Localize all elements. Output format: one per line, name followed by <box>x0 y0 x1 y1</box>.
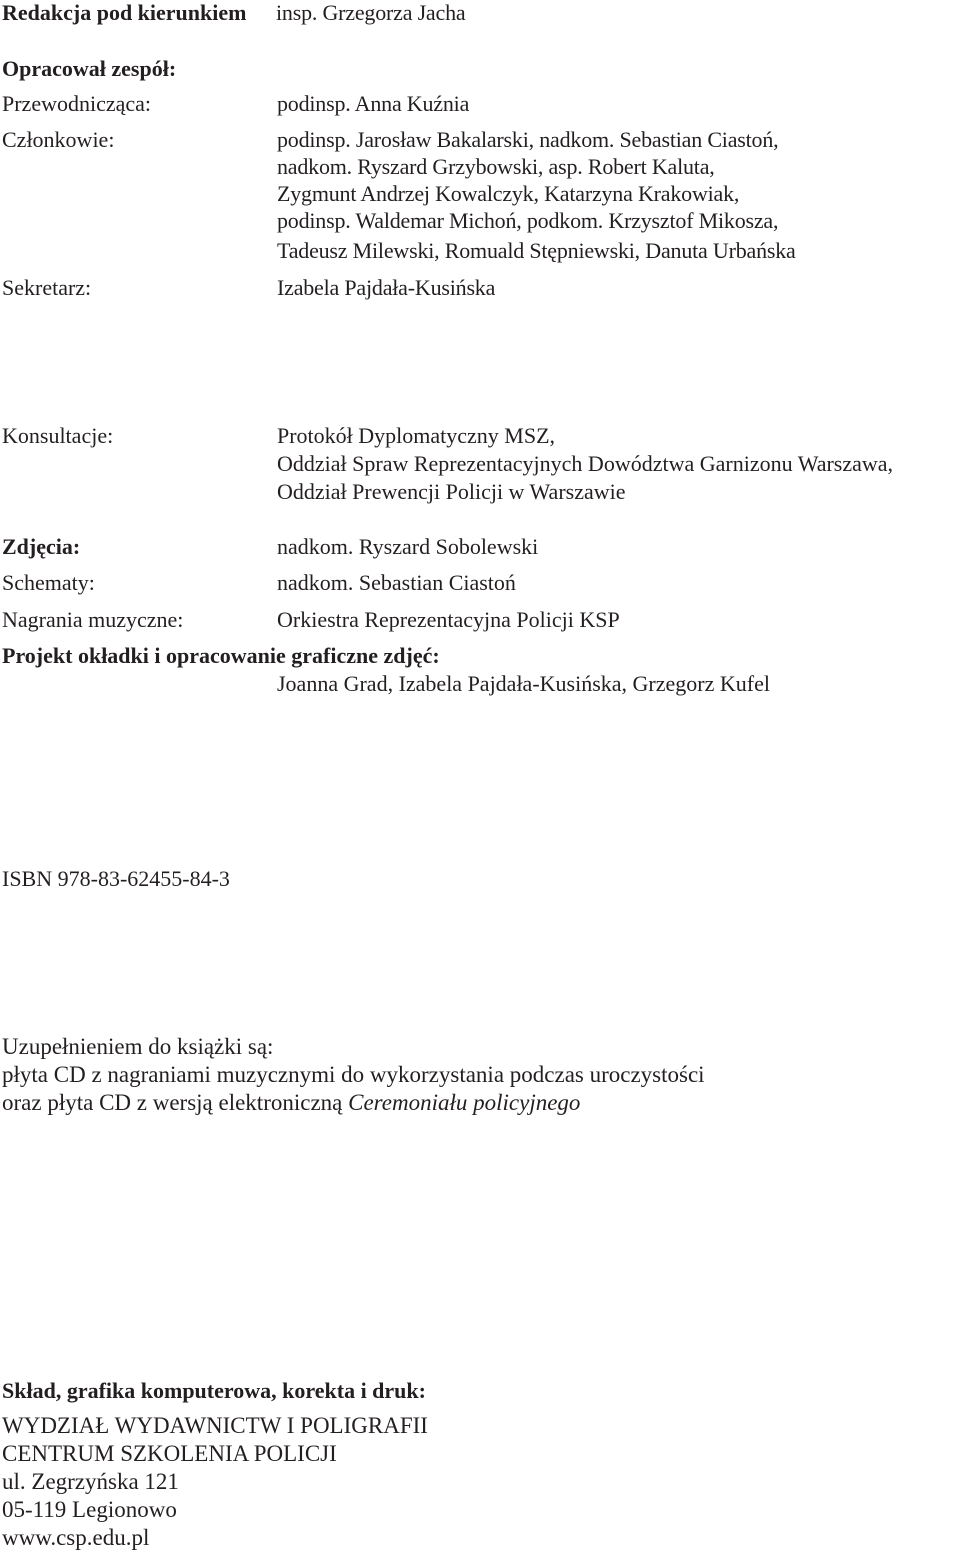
secretary-value: Izabela Pajdała-Kusińska <box>277 275 496 300</box>
music-label: Nagrania muzyczne: <box>2 607 184 632</box>
photos-value: nadkom. Ryszard Sobolewski <box>277 534 539 559</box>
members-line: Tadeusz Milewski, Romuald Stępniewski, Danuta Urbańska <box>277 238 796 263</box>
cover-label: Projekt okładki i opracowanie graficzne zdjęć: <box>2 643 440 668</box>
cover-value: Joanna Grad, Izabela Pajdała-Kusińska, Grzegorz Kufel <box>277 671 770 696</box>
supplement-line: płyta CD z nagraniami muzycznymi do wykorzystania podczas uroczystości <box>2 1062 705 1087</box>
printing-line: 05-119 Legionowo <box>2 1497 177 1522</box>
consultation-line: Oddział Prewencji Policji w Warszawie <box>277 479 626 504</box>
isbn: ISBN 978-83-62455-84-3 <box>2 866 230 891</box>
website-link: www.csp.edu.pl <box>2 1525 150 1550</box>
editorial-value: insp. Grzegorza Jacha <box>276 0 466 25</box>
photos-label: Zdjęcia: <box>2 534 81 559</box>
members-label: Członkowie: <box>2 127 115 152</box>
printing-line: ul. Zegrzyńska 121 <box>2 1469 179 1494</box>
book-title: Ceremoniału policyjnego <box>348 1090 581 1115</box>
printing-heading: Skład, grafika komputerowa, korekta i druk: <box>2 1378 426 1403</box>
chair-label: Przewodnicząca: <box>2 91 152 116</box>
editorial-label: Redakcja pod kierunkiem <box>2 0 247 25</box>
team-heading: Opracował zespół: <box>2 56 177 81</box>
consultation-label: Konsultacje: <box>2 423 114 448</box>
members-line: Zygmunt Andrzej Kowalczyk, Katarzyna Krakowiak, <box>277 181 740 206</box>
secretary-label: Sekretarz: <box>2 275 92 300</box>
printing-line: WYDZIAŁ WYDAWNICTW I POLIGRAFII <box>2 1413 428 1438</box>
members-line: podinsp. Waldemar Michoń, podkom. Krzysztof Mikosza, <box>277 208 779 233</box>
members-line: podinsp. Jarosław Bakalarski, nadkom. Sebastian Ciastoń, <box>277 127 779 152</box>
music-value: Orkiestra Reprezentacyjna Policji KSP <box>277 607 620 632</box>
supplement-line: Uzupełnieniem do książki są: <box>2 1034 274 1059</box>
consultation-line: Protokół Dyplomatyczny MSZ, <box>277 423 556 448</box>
diagrams-value: nadkom. Sebastian Ciastoń <box>277 570 516 595</box>
chair-value: podinsp. Anna Kuźnia <box>277 91 470 116</box>
diagrams-label: Schematy: <box>2 570 95 595</box>
printing-line: CENTRUM SZKOLENIA POLICJI <box>2 1441 337 1466</box>
supplement-line-text: oraz płyta CD z wersją elektroniczną <box>2 1090 349 1115</box>
consultation-line: Oddział Spraw Reprezentacyjnych Dowództwa Garnizonu Warszawa, <box>277 451 894 476</box>
supplement-line <box>2 1091 580 1114</box>
members-line: nadkom. Ryszard Grzybowski, asp. Robert Kaluta, <box>277 154 715 179</box>
